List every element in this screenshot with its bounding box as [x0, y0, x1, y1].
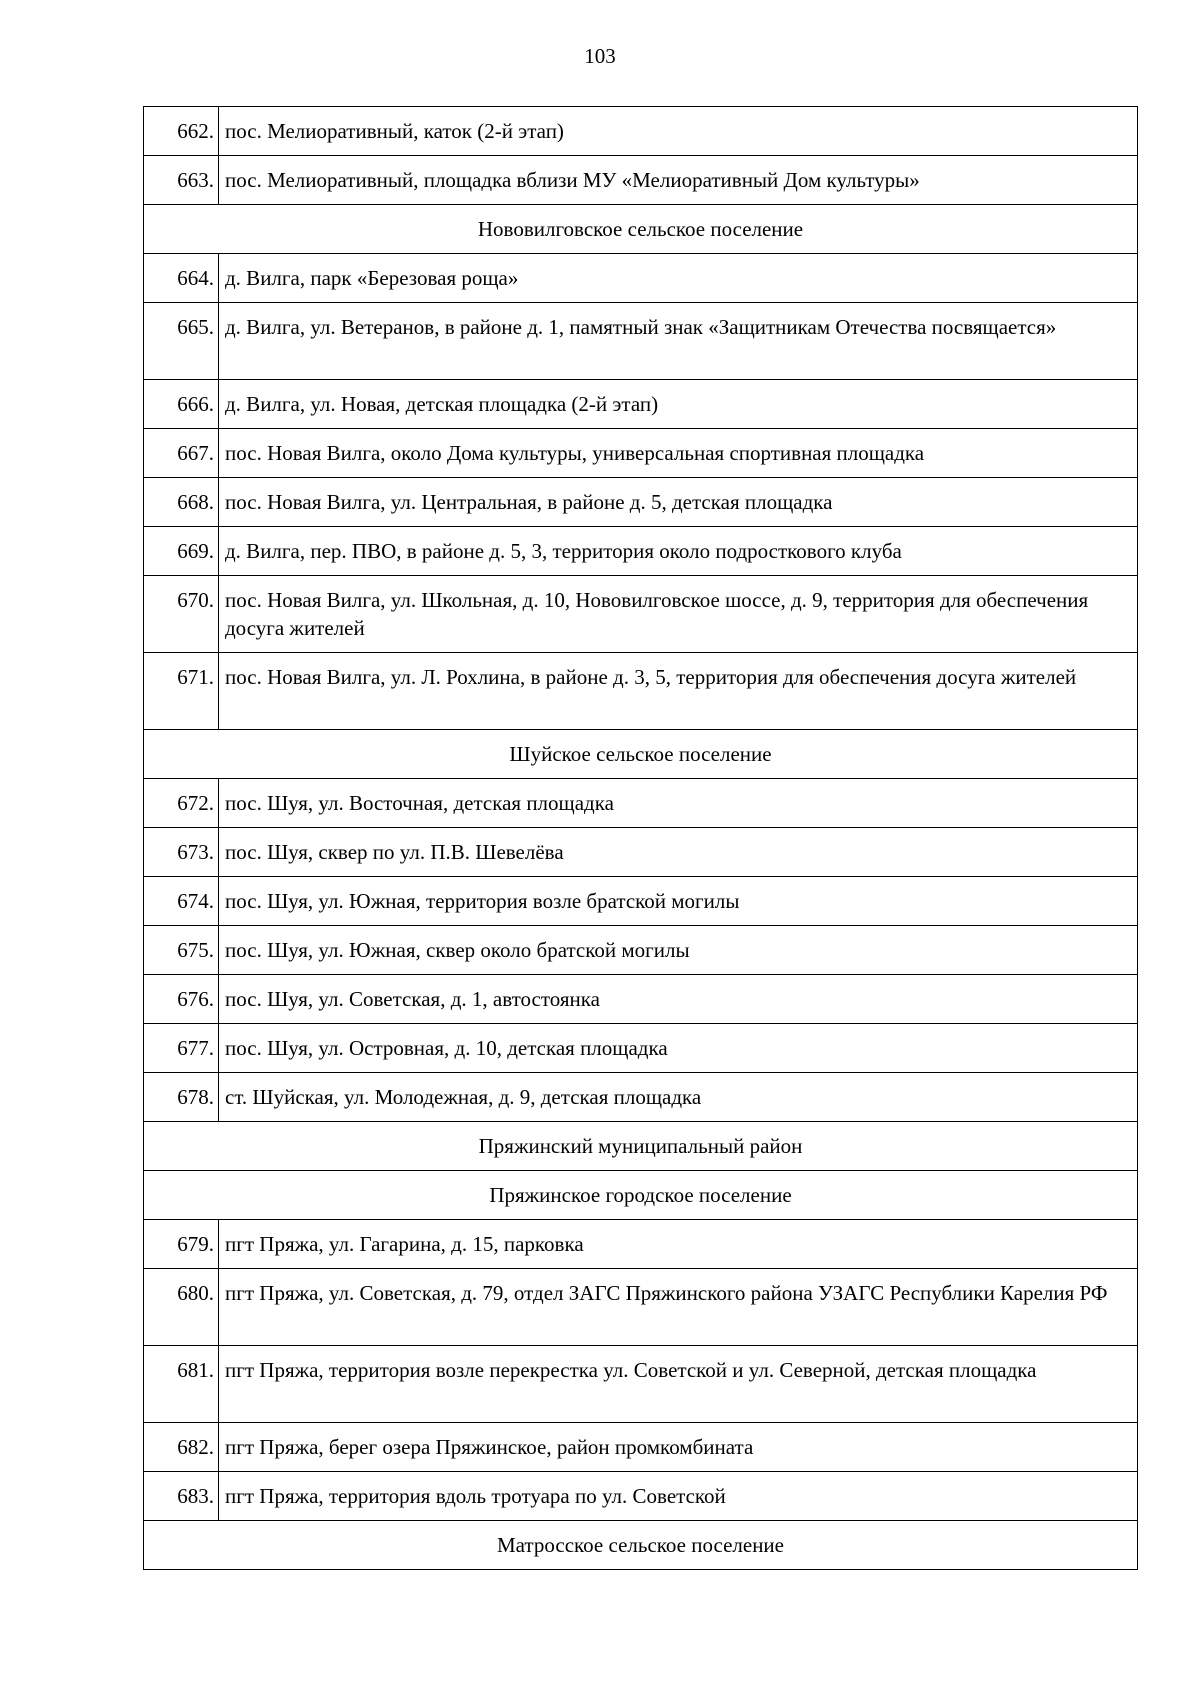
row-number: 681.	[144, 1346, 219, 1423]
row-description: пгт Пряжа, территория вдоль тротуара по ул. Советской	[219, 1472, 1138, 1521]
objects-table	[143, 106, 1138, 1570]
row-description: пос. Новая Вилга, ул. Школьная, д. 10, Нововилговское шоссе, д. 9, территория для обеспечения досуга жителей	[219, 576, 1138, 653]
row-description: д. Вилга, ул. Новая, детская площадка (2-й этап)	[219, 380, 1138, 429]
row-number: 670.	[144, 576, 219, 653]
table-row	[144, 1269, 1138, 1346]
section-row	[144, 1171, 1138, 1220]
section-row	[144, 205, 1138, 254]
row-number: 680.	[144, 1269, 219, 1346]
section-title: Матросское сельское поселение	[144, 1521, 1138, 1570]
table-row	[144, 107, 1138, 156]
row-description: пос. Шуя, сквер по ул. П.В. Шевелёва	[219, 828, 1138, 877]
section-title: Пряжинский муниципальный район	[144, 1122, 1138, 1171]
table-row	[144, 576, 1138, 653]
table-row	[144, 254, 1138, 303]
row-number: 679.	[144, 1220, 219, 1269]
row-description: ст. Шуйская, ул. Молодежная, д. 9, детская площадка	[219, 1073, 1138, 1122]
row-description: пос. Новая Вилга, ул. Л. Рохлина, в районе д. 3, 5, территория для обеспечения досуга жителей	[219, 653, 1138, 730]
page-number: 103	[584, 44, 616, 68]
row-description: д. Вилга, ул. Ветеранов, в районе д. 1, памятный знак «Защитникам Отечества посвящается»	[219, 303, 1138, 380]
table-row	[144, 1346, 1138, 1423]
row-number: 667.	[144, 429, 219, 478]
table-row	[144, 380, 1138, 429]
section-row	[144, 730, 1138, 779]
section-row	[144, 1122, 1138, 1171]
section-title: Пряжинское городское поселение	[144, 1171, 1138, 1220]
row-number: 669.	[144, 527, 219, 576]
table-row	[144, 1220, 1138, 1269]
row-description: пос. Мелиоративный, площадка вблизи МУ «Мелиоративный Дом культуры»	[219, 156, 1138, 205]
table-row	[144, 429, 1138, 478]
row-number: 664.	[144, 254, 219, 303]
table-row	[144, 1472, 1138, 1521]
row-number: 678.	[144, 1073, 219, 1122]
row-number: 674.	[144, 877, 219, 926]
section-title: Нововилговское сельское поселение	[144, 205, 1138, 254]
row-number: 676.	[144, 975, 219, 1024]
row-number: 682.	[144, 1423, 219, 1472]
row-number: 683.	[144, 1472, 219, 1521]
table-row	[144, 1024, 1138, 1073]
table-row	[144, 828, 1138, 877]
row-description: д. Вилга, пер. ПВО, в районе д. 5, 3, территория около подросткового клуба	[219, 527, 1138, 576]
row-number: 665.	[144, 303, 219, 380]
row-description: пгт Пряжа, территория возле перекрестка ул. Советской и ул. Северной, детская площадка	[219, 1346, 1138, 1423]
section-title: Шуйское сельское поселение	[144, 730, 1138, 779]
row-number: 672.	[144, 779, 219, 828]
table-row	[144, 653, 1138, 730]
row-description: д. Вилга, парк «Березовая роща»	[219, 254, 1138, 303]
table-row	[144, 779, 1138, 828]
row-description: пос. Шуя, ул. Восточная, детская площадка	[219, 779, 1138, 828]
objects-table-body	[144, 107, 1138, 1570]
section-row	[144, 1521, 1138, 1570]
table-row	[144, 926, 1138, 975]
row-description: пгт Пряжа, ул. Гагарина, д. 15, парковка	[219, 1220, 1138, 1269]
row-description: пгт Пряжа, ул. Советская, д. 79, отдел ЗАГС Пряжинского района УЗАГС Республики Карелия РФ	[219, 1269, 1138, 1346]
table-row	[144, 1073, 1138, 1122]
row-number: 675.	[144, 926, 219, 975]
table-row	[144, 478, 1138, 527]
row-number: 673.	[144, 828, 219, 877]
table-row	[144, 975, 1138, 1024]
table-row	[144, 1423, 1138, 1472]
row-number: 668.	[144, 478, 219, 527]
row-description: пгт Пряжа, берег озера Пряжинское, район промкомбината	[219, 1423, 1138, 1472]
row-number: 677.	[144, 1024, 219, 1073]
table-row	[144, 527, 1138, 576]
table-row	[144, 877, 1138, 926]
row-description: пос. Шуя, ул. Южная, территория возле братской могилы	[219, 877, 1138, 926]
table-row	[144, 156, 1138, 205]
row-number: 662.	[144, 107, 219, 156]
row-number: 671.	[144, 653, 219, 730]
row-description: пос. Новая Вилга, около Дома культуры, универсальная спортивная площадка	[219, 429, 1138, 478]
row-description: пос. Шуя, ул. Южная, сквер около братской могилы	[219, 926, 1138, 975]
table-row	[144, 303, 1138, 380]
row-description: пос. Мелиоративный, каток (2-й этап)	[219, 107, 1138, 156]
row-number: 666.	[144, 380, 219, 429]
row-description: пос. Шуя, ул. Советская, д. 1, автостоянка	[219, 975, 1138, 1024]
row-description: пос. Шуя, ул. Островная, д. 10, детская площадка	[219, 1024, 1138, 1073]
row-description: пос. Новая Вилга, ул. Центральная, в районе д. 5, детская площадка	[219, 478, 1138, 527]
row-number: 663.	[144, 156, 219, 205]
